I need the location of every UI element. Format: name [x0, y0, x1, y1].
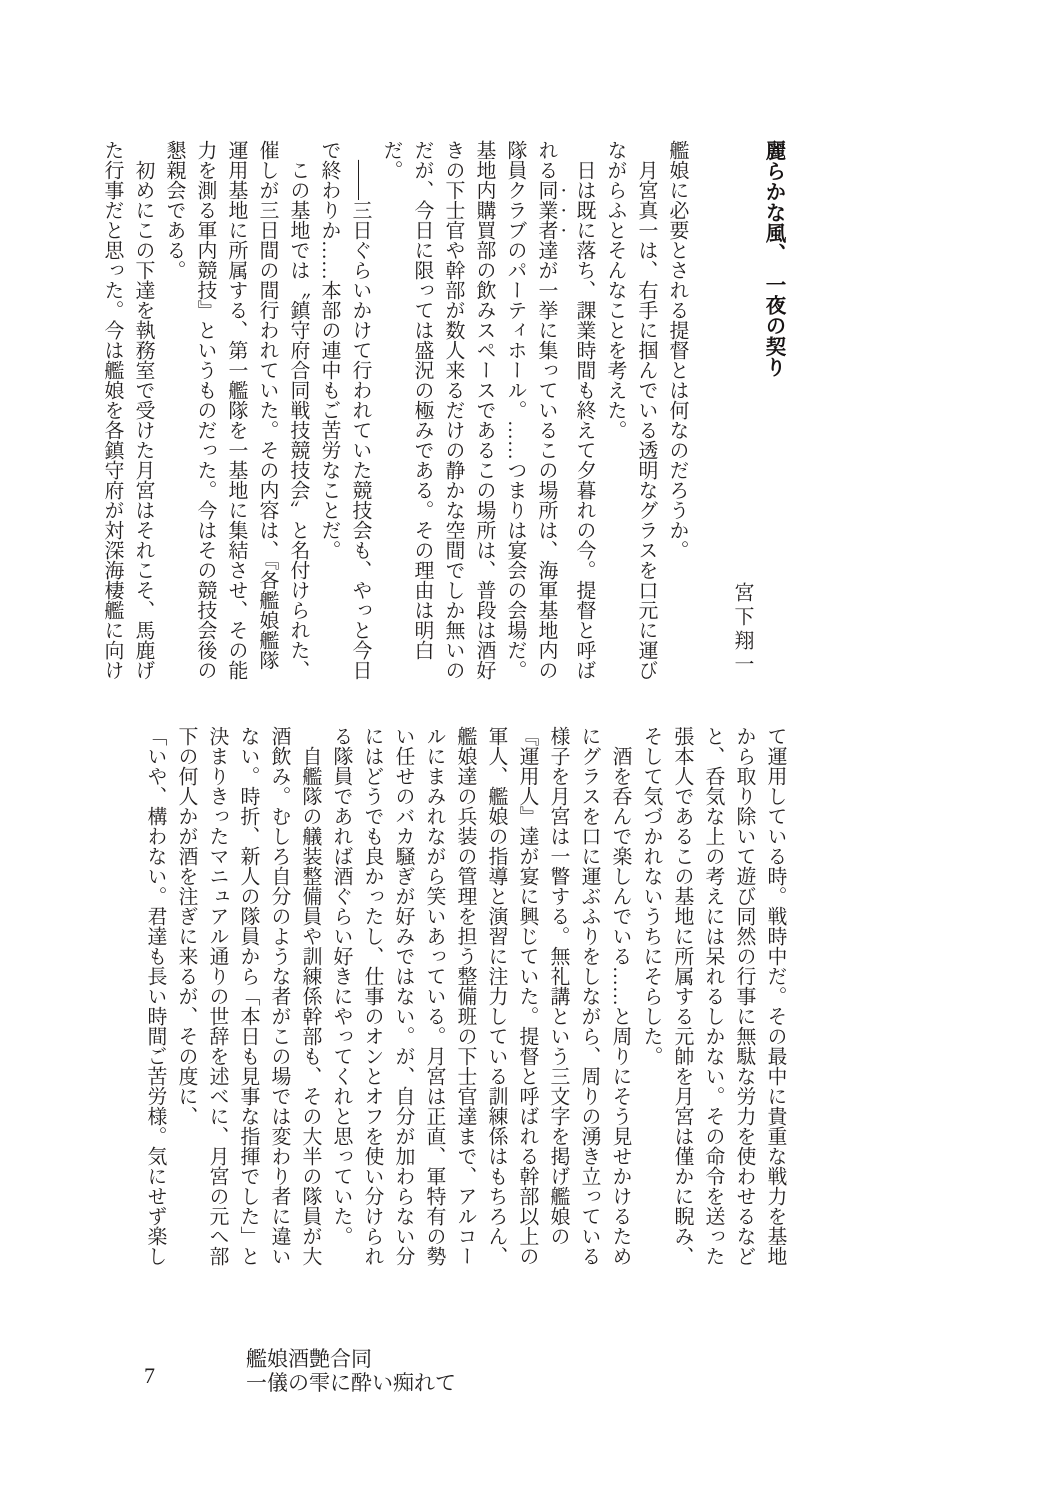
paragraph-text: 達が一挙に集っているこの場所は、海軍基地内の隊員クラブのパーティホール。……つまりは宴会の会場だ。基地内購買部の飲みスペースであるこの場所は、普段は酒好きの下士官や幹部が数人来るだけの静かな空間でしか無いのだが、今日に限っては盛況の極みである。その理由は明白だ。	[380, 140, 557, 680]
author-name: 宮下翔一	[731, 582, 753, 678]
paragraph: ――三日ぐらいかけて行われていた競技会も、やっと今日で終わりか……本部の連中もご苦労なことだ。	[318, 140, 371, 680]
paragraph: 自艦隊の艤装整備員や訓練係幹部も、その大半の隊員が大酒飲み。むしろ自分のような者がこの場では変わり者に違いない。時折、新人の隊員から「本日も見事な指揮でした」と決まりきったマニュアル通りの世辞を述べに、月宮の元へ部下の何人かが酒を注ぎに来るが、その度に、	[175, 726, 321, 1266]
paragraph: 「いや、構わない。君達も長い時間ご苦労様。気にせず楽し	[144, 726, 166, 1266]
paragraph: て運用している時。戦時中だ。その最中に貴重な戦力を基地から取り除いて遊び同然の行事に無駄な労力を使わせるなどと、呑気な上の考えには呆れるしかない。その命令を送った張本人であるこの基地に所属する元帥を月宮は僅かに睨み、そして気づかれないうちにそらした。	[640, 726, 786, 1266]
paragraph-text: 日は既に落ち、課業時間も終えて夕暮れの今。提督と呼ばれる	[535, 140, 595, 680]
paragraph: この基地では〝鎮守府合同戦技競技会〟と名付けられた、催しが三日間の間行われていた。その内容は、『各艦娘艦隊運用基地に所属する、第一艦隊を一基地に集結させ、その能力を測る軍内競技』というものだった。今はその競技会後の懇親会である。	[163, 140, 309, 680]
paragraph	[375, 140, 599, 682]
story-title: 麗らかな風、 一夜の契り	[762, 140, 784, 377]
footer	[246, 1348, 456, 1395]
upper-text-block	[101, 140, 790, 682]
lower-text-block	[130, 726, 790, 1268]
paragraph: 艦娘に必要とされる提督とは何なのだろうか。	[666, 140, 688, 560]
paragraph: 月宮真一は、右手に掴んでいる透明なグラスを口元に運びながらふとそんなことを考えた。	[604, 140, 657, 680]
paragraph: 酒を呑んで楽しんでいる……と周りにそう見せかけるためにグラスを口に運ぶふりをしながら、周りの湧き立っている様子を月宮は一瞥する。無礼講という三文字を掲げ艦娘の『運用人』達が宴に興じていた。提督と呼ばれる幹部以上の軍人、艦娘の指導と演習に注力している訓練係はもちろん、艦娘達の兵装の管理を担う整備班の下士官達まで、アルコールにまみれながら笑いあっている。月宮は正直、軍特有の勢い任せのバカ騒ぎが好みではない。が、自分が加わらない分にはどうでも良かったし、仕事のオンとオフを使い分けられる隊員であれば酒ぐらい好きにやってくれと思っていた。	[330, 726, 631, 1266]
page-number: 7	[144, 1363, 155, 1388]
doujin-issue-title: 一儀の雫に酔い痴れて	[246, 1370, 456, 1395]
doujin-series-title: 艦娘酒艶合同	[246, 1347, 372, 1371]
paragraph: 初めにこの下達を執務室で受けた月宮はそれこそ、馬鹿げた行事だと思った。今は艦娘を各鎮守府が対深海棲艦に向け	[101, 140, 154, 680]
emphasized-text: 同業者	[535, 180, 557, 240]
